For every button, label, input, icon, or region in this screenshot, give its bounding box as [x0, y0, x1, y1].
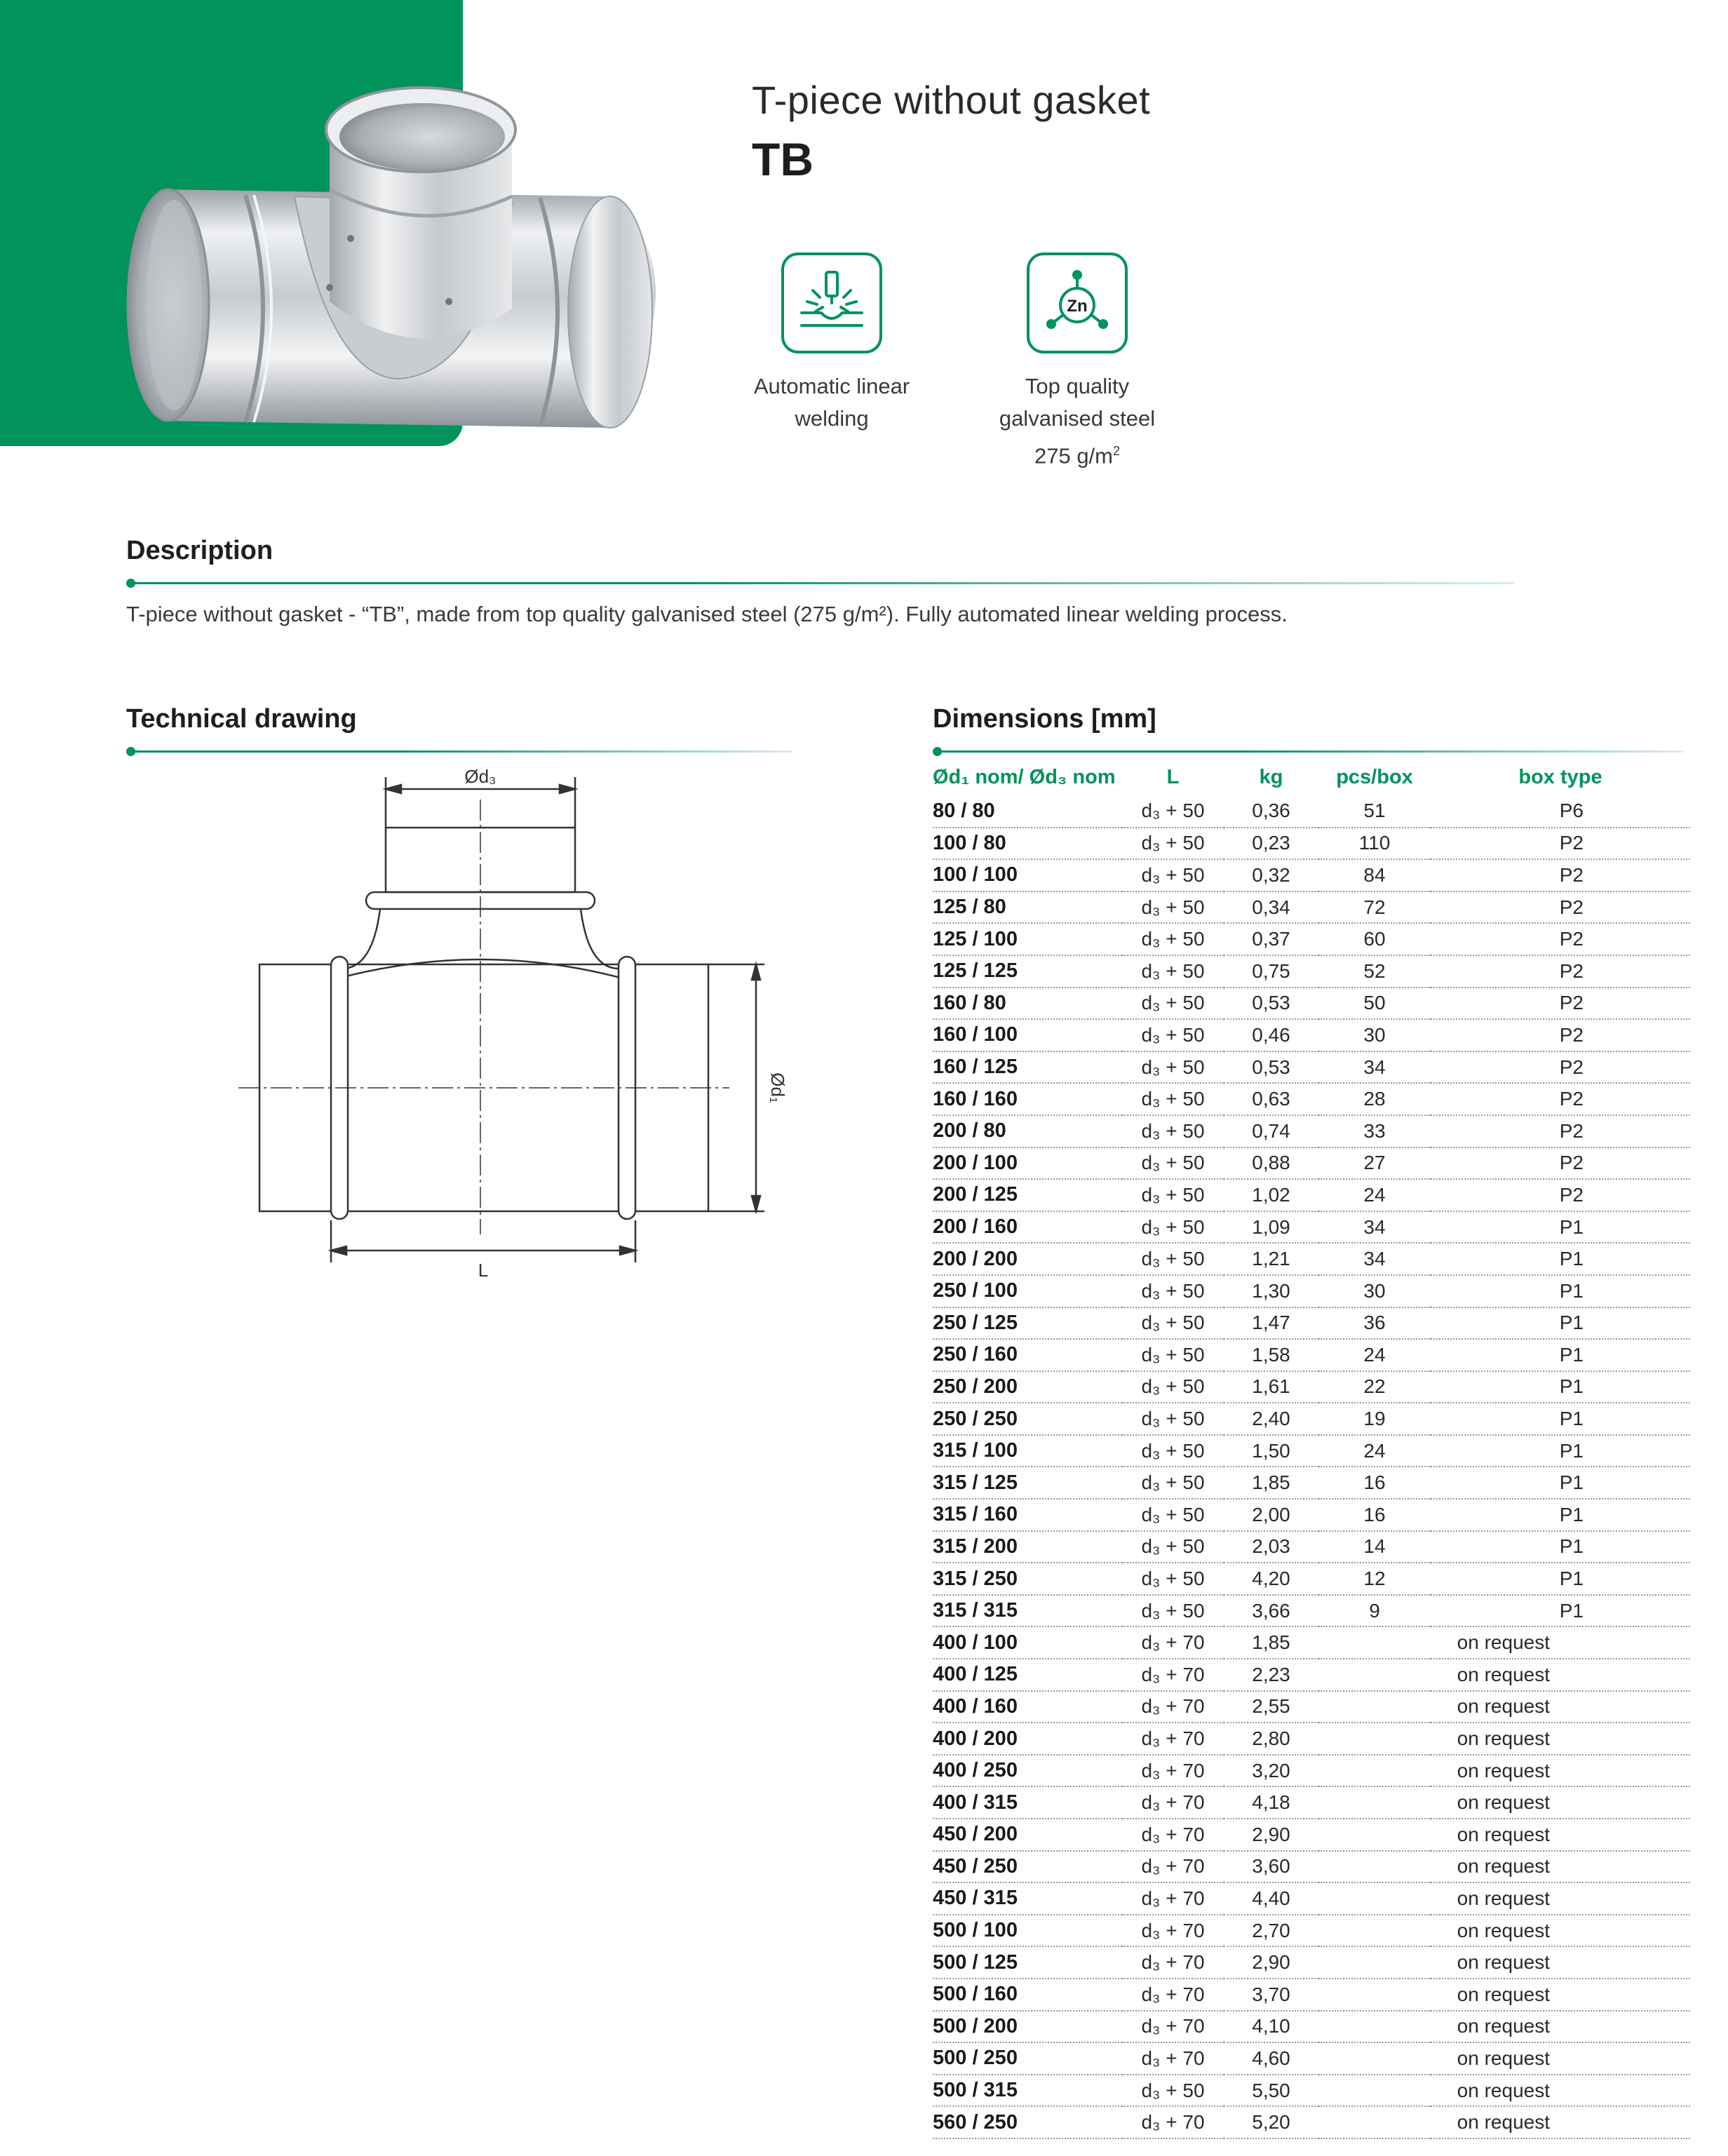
cell-diameter: 80 / 80: [933, 795, 1122, 828]
cell-weight: 1,85: [1224, 1467, 1318, 1499]
cell-box-type: on request: [1431, 1851, 1690, 1883]
cell-diameter: 450 / 250: [933, 1851, 1122, 1883]
cell-length: d₃ + 50: [1122, 955, 1224, 988]
cell-length: d₃ + 50: [1122, 1531, 1224, 1563]
cell-weight: 2,55: [1224, 1691, 1318, 1723]
cell-weight: 0,53: [1224, 1051, 1318, 1084]
cell-pcs-per-box: 84: [1318, 859, 1431, 891]
cell-pcs-per-box: 50: [1318, 988, 1431, 1020]
cell-weight: 2,90: [1224, 1946, 1318, 1979]
cell-weight: 3,66: [1224, 1595, 1318, 1627]
table-row: [933, 1083, 1690, 1115]
column-header-box-type: box type: [1518, 765, 1602, 788]
cell-length: d₃ + 50: [1122, 1499, 1224, 1531]
cell-box-type: P1: [1431, 1563, 1690, 1595]
cell-diameter: 200 / 125: [933, 1179, 1122, 1211]
dimensions-rule: [933, 750, 1683, 753]
table-row: [933, 2075, 1690, 2107]
cell-diameter: 450 / 315: [933, 1882, 1122, 1915]
cell-pcs-per-box: 34: [1318, 1243, 1431, 1275]
feature-galvanised-line3: [972, 435, 1182, 472]
cell-weight: 3,70: [1224, 1979, 1318, 2011]
cell-weight: 2,00: [1224, 1499, 1318, 1531]
table-row: [933, 955, 1690, 988]
label-d1: Ød₁: [767, 1072, 788, 1103]
table-row: [933, 1755, 1690, 1787]
cell-length: d₃ + 50: [1122, 1083, 1224, 1115]
cell-diameter: 315 / 100: [933, 1435, 1122, 1467]
table-row: [933, 828, 1690, 860]
table-row: [933, 2011, 1690, 2043]
table-row: [933, 1243, 1690, 1275]
cell-pcs-per-box: 34: [1318, 1051, 1431, 1084]
cell-length: d₃ + 50: [1122, 1275, 1224, 1307]
table-row: [933, 1882, 1690, 1915]
feature-galvanised-line2: galvanised steel: [999, 406, 1156, 431]
table-row: [933, 1819, 1690, 1851]
cell-box-type: on request: [1431, 2042, 1690, 2075]
cell-pcs-per-box: 24: [1318, 1179, 1431, 1211]
cell-weight: 0,37: [1224, 923, 1318, 955]
cell-diameter: 125 / 100: [933, 923, 1122, 955]
feature-galvanised-line1: Top quality: [1025, 374, 1130, 398]
cell-box-type: on request: [1431, 1626, 1690, 1659]
cell-box-type: P1: [1431, 1243, 1690, 1275]
feature-galvanised-unit-sup: 2: [1113, 444, 1121, 458]
cell-weight: 4,20: [1224, 1563, 1318, 1595]
cell-weight: 1,02: [1224, 1179, 1318, 1211]
cell-length: d₃ + 70: [1122, 1723, 1224, 1755]
cell-box-type: P1: [1431, 1339, 1690, 1371]
table-row: [933, 1467, 1690, 1499]
cell-diameter: 500 / 125: [933, 1946, 1122, 1979]
cell-pcs-per-box: 16: [1318, 1499, 1431, 1531]
cell-pcs-per-box: 27: [1318, 1147, 1431, 1180]
table-row: [933, 923, 1690, 955]
cell-box-type: P2: [1431, 1147, 1690, 1180]
cell-length: d₃ + 50: [1122, 1019, 1224, 1051]
cell-box-type: P1: [1431, 1467, 1690, 1499]
label-L: L: [478, 1260, 489, 1281]
cell-weight: 1,21: [1224, 1243, 1318, 1275]
cell-box-type: P1: [1431, 1531, 1690, 1563]
cell-box-type: on request: [1431, 1979, 1690, 2011]
cell-length: d₃ + 50: [1122, 1403, 1224, 1435]
cell-weight: 2,70: [1224, 1915, 1318, 1947]
cell-length: d₃ + 70: [1122, 1626, 1224, 1659]
feature-galvanised-text: [972, 370, 1182, 472]
cell-pcs-per-box: [1318, 1819, 1431, 1851]
cell-pcs-per-box: [1318, 1851, 1431, 1883]
cell-length: d₃ + 70: [1122, 1946, 1224, 1979]
cell-pcs-per-box: 60: [1318, 923, 1431, 955]
table-row: [933, 1147, 1690, 1180]
cell-pcs-per-box: [1318, 2106, 1431, 2138]
cell-weight: 5,50: [1224, 2075, 1318, 2107]
cell-weight: 2,40: [1224, 1403, 1318, 1435]
table-row: [933, 1851, 1690, 1883]
cell-pcs-per-box: 72: [1318, 891, 1431, 924]
cell-pcs-per-box: 30: [1318, 1019, 1431, 1051]
cell-pcs-per-box: [1318, 1979, 1431, 2011]
cell-box-type: P1: [1431, 1371, 1690, 1403]
cell-box-type: on request: [1431, 1755, 1690, 1787]
cell-diameter: 500 / 200: [933, 2011, 1122, 2043]
cell-length: d₃ + 50: [1122, 1371, 1224, 1403]
cell-pcs-per-box: 22: [1318, 1371, 1431, 1403]
cell-pcs-per-box: 24: [1318, 1435, 1431, 1467]
linear-welding-icon: [781, 252, 882, 353]
cell-box-type: P2: [1431, 955, 1690, 988]
table-row: [933, 1307, 1690, 1340]
cell-diameter: 500 / 250: [933, 2042, 1122, 2075]
cell-pcs-per-box: [1318, 1786, 1431, 1819]
cell-box-type: P2: [1431, 1179, 1690, 1211]
cell-length: d₃ + 50: [1122, 988, 1224, 1020]
cell-length: d₃ + 70: [1122, 1851, 1224, 1883]
cell-length: d₃ + 70: [1122, 2106, 1224, 2138]
table-row: [933, 1179, 1690, 1211]
cell-pcs-per-box: [1318, 1659, 1431, 1691]
cell-box-type: P2: [1431, 828, 1690, 860]
cell-box-type: on request: [1431, 1691, 1690, 1723]
cell-pcs-per-box: 51: [1318, 795, 1431, 828]
cell-length: d₃ + 70: [1122, 1915, 1224, 1947]
feature-linear-welding: [727, 252, 937, 435]
cell-pcs-per-box: [1318, 2042, 1431, 2075]
table-header-row: [933, 764, 1690, 795]
cell-length: d₃ + 50: [1122, 923, 1224, 955]
cell-diameter: 400 / 315: [933, 1786, 1122, 1819]
product-subtitle: T-piece without gasket: [752, 78, 1151, 122]
cell-weight: 4,10: [1224, 2011, 1318, 2043]
table-row: [933, 891, 1690, 924]
cell-length: d₃ + 70: [1122, 1786, 1224, 1819]
cell-box-type: on request: [1431, 2106, 1690, 2138]
cell-length: d₃ + 70: [1122, 1755, 1224, 1787]
cell-box-type: on request: [1431, 2011, 1690, 2043]
cell-weight: 4,40: [1224, 1882, 1318, 1915]
cell-pcs-per-box: 28: [1318, 1083, 1431, 1115]
cell-box-type: on request: [1431, 1659, 1690, 1691]
cell-diameter: 125 / 80: [933, 891, 1122, 924]
cell-box-type: P2: [1431, 891, 1690, 924]
label-d3: Ød₃: [464, 766, 497, 787]
cell-length: d₃ + 50: [1122, 795, 1224, 828]
cell-diameter: 560 / 250: [933, 2106, 1122, 2138]
table-row: [933, 1595, 1690, 1627]
cell-diameter: 100 / 80: [933, 828, 1122, 860]
cell-diameter: 200 / 160: [933, 1211, 1122, 1244]
cell-box-type: P1: [1431, 1275, 1690, 1307]
table-row: [933, 1979, 1690, 2011]
cell-box-type: P1: [1431, 1435, 1690, 1467]
cell-weight: 5,20: [1224, 2106, 1318, 2138]
cell-diameter: 500 / 100: [933, 1915, 1122, 1947]
cell-box-type: P2: [1431, 1019, 1690, 1051]
cell-box-type: on request: [1431, 1819, 1690, 1851]
table-row: [933, 1371, 1690, 1403]
cell-pcs-per-box: 52: [1318, 955, 1431, 988]
cell-weight: 2,90: [1224, 1819, 1318, 1851]
feature-welding-line1: Automatic linear: [753, 374, 910, 398]
column-header-diameter: Ød₁ nom/ Ød₃ nom: [933, 765, 1116, 788]
cell-weight: 0,53: [1224, 988, 1318, 1020]
cell-length: d₃ + 70: [1122, 1691, 1224, 1723]
cell-weight: 2,80: [1224, 1723, 1318, 1755]
cell-box-type: P2: [1431, 859, 1690, 891]
product-photo: [119, 77, 708, 442]
technical-drawing-heading: Technical drawing: [126, 704, 357, 734]
cell-pcs-per-box: 14: [1318, 1531, 1431, 1563]
cell-diameter: 200 / 100: [933, 1147, 1122, 1180]
cell-diameter: 100 / 100: [933, 859, 1122, 891]
cell-weight: 0,32: [1224, 859, 1318, 891]
cell-diameter: 315 / 125: [933, 1467, 1122, 1499]
column-header-weight: kg: [1259, 765, 1283, 788]
cell-diameter: 200 / 80: [933, 1115, 1122, 1147]
cell-length: d₃ + 70: [1122, 1819, 1224, 1851]
cell-box-type: P2: [1431, 1051, 1690, 1084]
cell-pcs-per-box: [1318, 1723, 1431, 1755]
cell-diameter: 250 / 125: [933, 1307, 1122, 1340]
cell-length: d₃ + 50: [1122, 1147, 1224, 1180]
cell-weight: 2,23: [1224, 1659, 1318, 1691]
table-row: [933, 1691, 1690, 1723]
cell-length: d₃ + 50: [1122, 828, 1224, 860]
cell-weight: 0,23: [1224, 828, 1318, 860]
zinc-galvanised-icon: [1027, 252, 1128, 353]
cell-box-type: P2: [1431, 923, 1690, 955]
table-row: [933, 2106, 1690, 2138]
cell-box-type: P1: [1431, 1499, 1690, 1531]
column-header-pcs-per-box: pcs/box: [1336, 765, 1413, 788]
table-row: [933, 1723, 1690, 1755]
cell-diameter: 315 / 200: [933, 1531, 1122, 1563]
cell-pcs-per-box: 9: [1318, 1595, 1431, 1627]
cell-weight: 0,88: [1224, 1147, 1318, 1180]
table-row: [933, 1626, 1690, 1659]
cell-length: d₃ + 50: [1122, 1243, 1224, 1275]
cell-weight: 0,36: [1224, 795, 1318, 828]
cell-weight: 1,85: [1224, 1626, 1318, 1659]
cell-box-type: P1: [1431, 1403, 1690, 1435]
cell-diameter: 400 / 250: [933, 1755, 1122, 1787]
cell-diameter: 400 / 200: [933, 1723, 1122, 1755]
cell-pcs-per-box: 110: [1318, 828, 1431, 860]
cell-pcs-per-box: [1318, 1626, 1431, 1659]
dimensions-heading: Dimensions [mm]: [933, 704, 1156, 734]
cell-box-type: P2: [1431, 1083, 1690, 1115]
cell-box-type: on request: [1431, 1786, 1690, 1819]
cell-pcs-per-box: 19: [1318, 1403, 1431, 1435]
cell-length: d₃ + 50: [1122, 1435, 1224, 1467]
cell-weight: 0,74: [1224, 1115, 1318, 1147]
cell-length: d₃ + 50: [1122, 1115, 1224, 1147]
table-row: [933, 2042, 1690, 2075]
zinc-symbol-text: Zn: [1067, 297, 1088, 316]
feature-galvanised-steel: [972, 252, 1182, 472]
cell-length: d₃ + 70: [1122, 1659, 1224, 1691]
cell-weight: 0,34: [1224, 891, 1318, 924]
cell-length: d₃ + 50: [1122, 1467, 1224, 1499]
table-row: [933, 1659, 1690, 1691]
cell-box-type: on request: [1431, 1882, 1690, 1915]
cell-weight: 4,18: [1224, 1786, 1318, 1819]
cell-box-type: P2: [1431, 1115, 1690, 1147]
cell-length: d₃ + 50: [1122, 1339, 1224, 1371]
table-row: [933, 1339, 1690, 1371]
cell-weight: 1,58: [1224, 1339, 1318, 1371]
cell-length: d₃ + 50: [1122, 1051, 1224, 1084]
cell-diameter: 250 / 100: [933, 1275, 1122, 1307]
cell-diameter: 500 / 315: [933, 2075, 1122, 2107]
cell-box-type: on request: [1431, 1723, 1690, 1755]
cell-diameter: 200 / 200: [933, 1243, 1122, 1275]
feature-welding-text: [727, 370, 937, 435]
product-code: TB: [752, 133, 814, 185]
cell-weight: 0,46: [1224, 1019, 1318, 1051]
cell-weight: 0,75: [1224, 955, 1318, 988]
cell-diameter: 450 / 200: [933, 1819, 1122, 1851]
cell-box-type: on request: [1431, 1915, 1690, 1947]
description-rule: [126, 582, 1515, 585]
table-row: [933, 1435, 1690, 1467]
cell-diameter: 250 / 250: [933, 1403, 1122, 1435]
feature-welding-line2: welding: [795, 406, 869, 431]
cell-length: d₃ + 50: [1122, 1307, 1224, 1340]
cell-diameter: 315 / 160: [933, 1499, 1122, 1531]
cell-diameter: 400 / 100: [933, 1626, 1122, 1659]
cell-weight: 3,60: [1224, 1851, 1318, 1883]
cell-pcs-per-box: [1318, 1755, 1431, 1787]
cell-length: d₃ + 70: [1122, 1882, 1224, 1915]
cell-length: d₃ + 50: [1122, 859, 1224, 891]
cell-diameter: 125 / 125: [933, 955, 1122, 988]
cell-weight: 1,50: [1224, 1435, 1318, 1467]
cell-pcs-per-box: 16: [1318, 1467, 1431, 1499]
cell-box-type: P1: [1431, 1211, 1690, 1244]
table-row: [933, 1403, 1690, 1435]
cell-weight: 1,09: [1224, 1211, 1318, 1244]
cell-length: d₃ + 50: [1122, 891, 1224, 924]
cell-length: d₃ + 50: [1122, 1595, 1224, 1627]
table-row: [933, 1115, 1690, 1147]
technical-drawing: [210, 757, 842, 1291]
cell-weight: 1,61: [1224, 1371, 1318, 1403]
cell-pcs-per-box: 36: [1318, 1307, 1431, 1340]
cell-diameter: 160 / 160: [933, 1083, 1122, 1115]
cell-pcs-per-box: 12: [1318, 1563, 1431, 1595]
cell-length: d₃ + 70: [1122, 2011, 1224, 2043]
table-row: [933, 1275, 1690, 1307]
cell-pcs-per-box: 30: [1318, 1275, 1431, 1307]
cell-weight: 2,03: [1224, 1531, 1318, 1563]
description-heading: Description: [126, 536, 274, 565]
cell-box-type: on request: [1431, 2075, 1690, 2107]
cell-diameter: 160 / 125: [933, 1051, 1122, 1084]
cell-box-type: P6: [1431, 795, 1690, 828]
cell-length: d₃ + 70: [1122, 2042, 1224, 2075]
table-row: [933, 1211, 1690, 1244]
table-row: [933, 1499, 1690, 1531]
table-row: [933, 1563, 1690, 1595]
table-row: [933, 1946, 1690, 1979]
feature-galvanised-weight: 275 g/m: [1034, 443, 1113, 469]
cell-pcs-per-box: [1318, 2075, 1431, 2107]
cell-length: d₃ + 70: [1122, 1979, 1224, 2011]
cell-weight: 0,63: [1224, 1083, 1318, 1115]
cell-diameter: 400 / 160: [933, 1691, 1122, 1723]
table-row: [933, 1786, 1690, 1819]
cell-length: d₃ + 50: [1122, 1563, 1224, 1595]
cell-weight: 1,30: [1224, 1275, 1318, 1307]
table-row: [933, 859, 1690, 891]
cell-diameter: 400 / 125: [933, 1659, 1122, 1691]
cell-box-type: on request: [1431, 1946, 1690, 1979]
table-row: [933, 1915, 1690, 1947]
technical-drawing-rule: [126, 750, 792, 753]
product-title-block: [752, 77, 1150, 186]
cell-box-type: P2: [1431, 988, 1690, 1020]
cell-pcs-per-box: 33: [1318, 1115, 1431, 1147]
table-row: [933, 988, 1690, 1020]
cell-box-type: P1: [1431, 1595, 1690, 1627]
cell-length: d₃ + 50: [1122, 2075, 1224, 2107]
table-row: [933, 1019, 1690, 1051]
cell-diameter: 500 / 160: [933, 1979, 1122, 2011]
cell-diameter: 160 / 80: [933, 988, 1122, 1020]
table-row: [933, 795, 1690, 828]
dimensions-table: [933, 764, 1690, 2139]
cell-box-type: P1: [1431, 1307, 1690, 1340]
column-header-length: L: [1166, 765, 1180, 788]
cell-pcs-per-box: [1318, 1946, 1431, 1979]
cell-diameter: 250 / 200: [933, 1371, 1122, 1403]
cell-pcs-per-box: [1318, 1915, 1431, 1947]
cell-diameter: 315 / 250: [933, 1563, 1122, 1595]
cell-diameter: 250 / 160: [933, 1339, 1122, 1371]
cell-length: d₃ + 50: [1122, 1211, 1224, 1244]
cell-weight: 1,47: [1224, 1307, 1318, 1340]
description-text: T-piece without gasket - “TB”, made from top quality galvanised steel (275 g/m²). Fully automated linear welding process.: [126, 602, 1288, 626]
cell-pcs-per-box: 34: [1318, 1211, 1431, 1244]
table-row: [933, 1051, 1690, 1084]
cell-pcs-per-box: [1318, 1691, 1431, 1723]
cell-diameter: 315 / 315: [933, 1595, 1122, 1627]
cell-pcs-per-box: [1318, 2011, 1431, 2043]
cell-pcs-per-box: [1318, 1882, 1431, 1915]
cell-length: d₃ + 50: [1122, 1179, 1224, 1211]
cell-weight: 4,60: [1224, 2042, 1318, 2075]
table-row: [933, 1531, 1690, 1563]
cell-pcs-per-box: 24: [1318, 1339, 1431, 1371]
cell-diameter: 160 / 100: [933, 1019, 1122, 1051]
cell-weight: 3,20: [1224, 1755, 1318, 1787]
